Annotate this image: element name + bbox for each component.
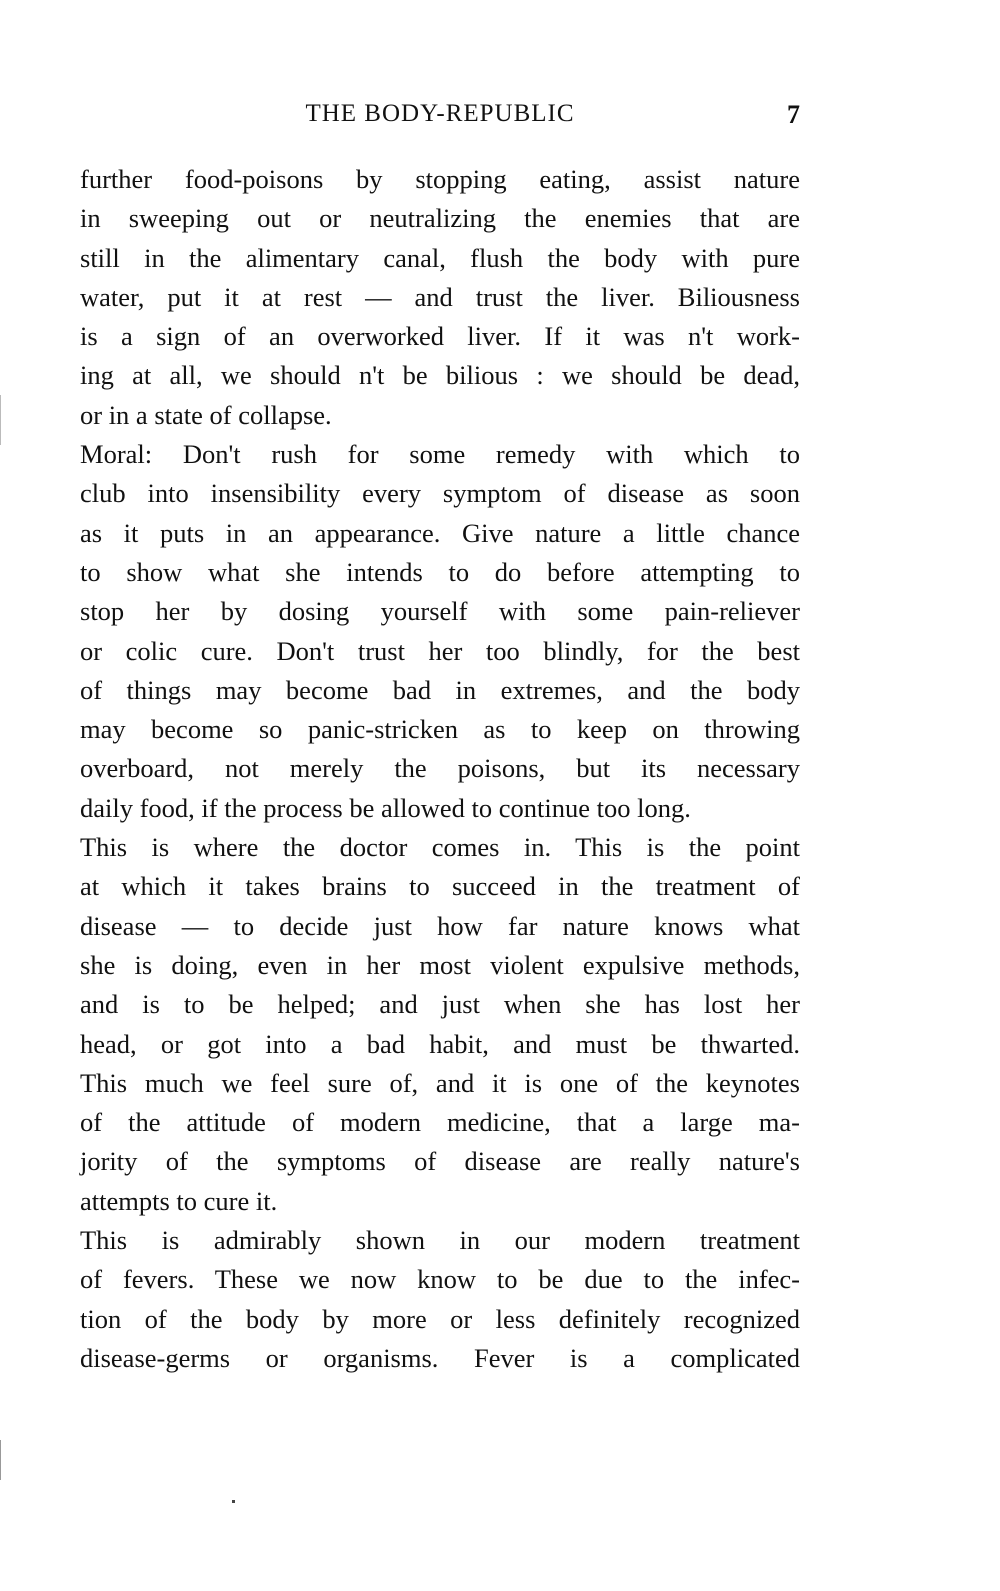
text-line: further food-poisons by stopping eating, assist nature: [80, 164, 800, 194]
text-line: of things may become bad in extremes, and the body: [80, 674, 800, 705]
text-line: is a sign of an overworked liver. If it was n't work-: [80, 321, 800, 352]
paragraph: [80, 828, 800, 1221]
paragraph: [80, 160, 800, 435]
text-line: ing at all, we should n't be bilious : we should be dead,: [80, 360, 800, 391]
text-line: as it puts in an appearance. Give nature a little chance: [80, 517, 800, 548]
text-line: still in the alimentary canal, flush the body with pure: [80, 242, 800, 273]
text-line: and is to be helped; and just when she has lost her: [80, 989, 800, 1020]
text-line: club into insensibility every symptom of disease as soon: [80, 478, 800, 509]
scan-mark: [232, 1500, 235, 1503]
text-line: head, or got into a bad habit, and must be thwarted.: [80, 1028, 800, 1059]
text-line: stop her by dosing yourself with some pain-reliever: [80, 596, 800, 627]
text-line: disease — to decide just how far nature knows what: [80, 910, 800, 941]
paragraph: [80, 435, 800, 828]
text-line: or in a state of collapse.: [80, 399, 332, 430]
text-line: overboard, not merely the poisons, but its necessary: [80, 753, 800, 784]
text-line: may become so panic-stricken as to keep on throwing: [80, 714, 800, 745]
text-line: she is doing, even in her most violent expulsive methods,: [80, 949, 800, 980]
text-line: of the attitude of modern medicine, that a large ma-: [80, 1107, 800, 1138]
text-line: or colic cure. Don't trust her too blindly, for the best: [80, 635, 800, 666]
text-line: of fevers. These we now know to be due to the infec-: [80, 1264, 800, 1295]
text-line: This much we feel sure of, and it is one of the keynotes: [80, 1067, 800, 1098]
text-line: This is where the doctor comes in. This is the point: [80, 832, 800, 863]
paragraph: [80, 1221, 800, 1378]
text-line: Moral: Don't rush for some remedy with which to: [80, 439, 800, 470]
body-text: [80, 160, 800, 1378]
scan-mark: [0, 395, 1, 445]
text-line: to show what she intends to do before attempting to: [80, 556, 800, 587]
text-line: jority of the symptoms of disease are really nature's: [80, 1146, 800, 1177]
page-number: 7: [787, 100, 800, 129]
text-line: disease-germs or organisms. Fever is a complicated: [80, 1342, 800, 1373]
text-line: at which it takes brains to succeed in the treatment of: [80, 871, 800, 902]
running-head-title: THE BODY-REPUBLIC: [305, 100, 575, 127]
text-line: tion of the body by more or less definitely recognized: [80, 1303, 800, 1334]
text-line: This is admirably shown in our modern treatment: [80, 1225, 800, 1256]
scan-mark: [0, 1440, 1, 1480]
text-line: daily food, if the process be allowed to continue too long.: [80, 792, 691, 823]
text-line: water, put it at rest — and trust the liver. Biliousness: [80, 281, 800, 312]
text-line: in sweeping out or neutralizing the enemies that are: [80, 203, 800, 234]
running-head: [80, 100, 800, 136]
text-line: attempts to cure it.: [80, 1185, 278, 1216]
